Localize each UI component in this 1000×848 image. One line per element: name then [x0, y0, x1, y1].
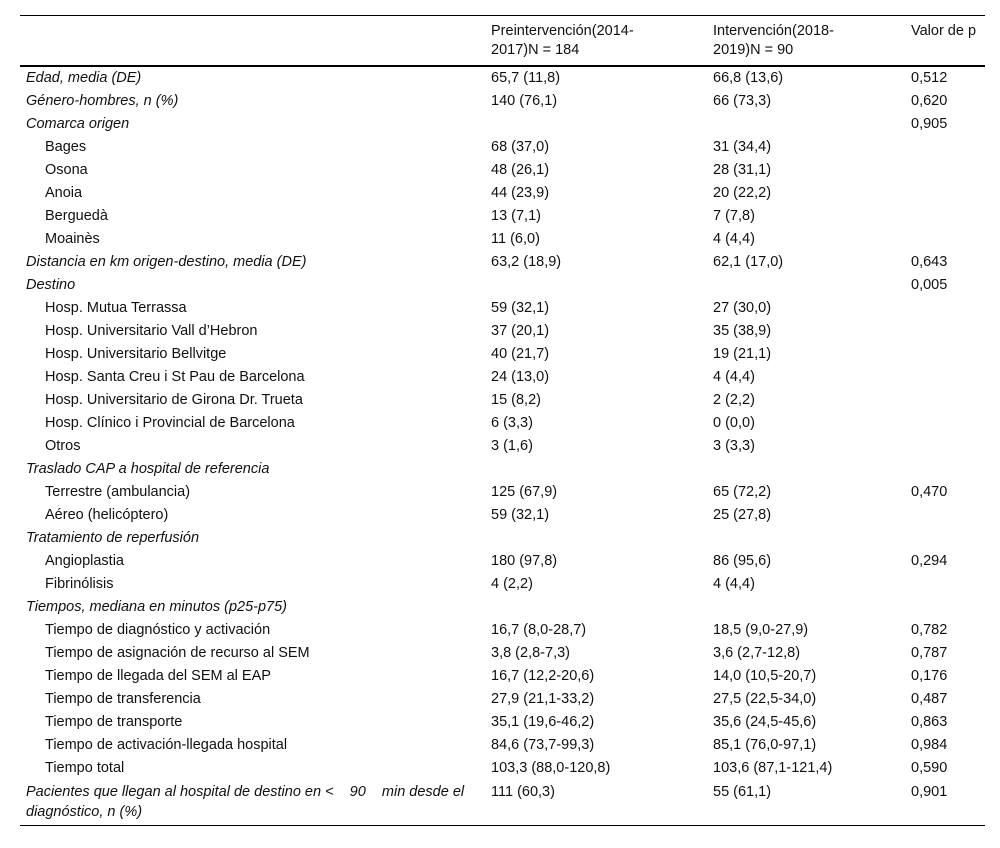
cell-p: 0,470: [911, 484, 948, 500]
table-row: [20, 780, 985, 826]
row-label: Aéreo (helicóptero): [45, 507, 169, 523]
row-label: Distancia en km origen-destino, media (DE): [26, 254, 307, 270]
row-label: Tratamiento de reperfusión: [26, 530, 200, 546]
cell-p: [905, 136, 985, 159]
row-label: Bages: [45, 139, 87, 155]
cell-int: 31 (34,4): [713, 139, 772, 155]
row-label: Edad, media (DE): [26, 70, 142, 86]
cell-int: 3,6 (2,7-12,8): [713, 645, 801, 661]
cell-pre: [485, 596, 707, 619]
table-row: [20, 734, 985, 757]
table-row: [20, 504, 985, 527]
cell-int: 0 (0,0): [713, 415, 755, 431]
cell-int: 103,6 (87,1-121,4): [713, 760, 833, 776]
cell-p: 0,620: [911, 93, 948, 109]
row-label: Tiempo de asignación de recurso al SEM: [45, 645, 310, 661]
cell-pre: 6 (3,3): [491, 415, 533, 431]
cell-int: [707, 274, 905, 297]
cell-int: 85,1 (76,0-97,1): [713, 737, 817, 753]
table-row: [20, 113, 985, 136]
cell-pre: 59 (32,1): [491, 300, 550, 316]
cell-pre: 37 (20,1): [491, 323, 550, 339]
cell-p: [905, 182, 985, 205]
row-label: Tiempo de llegada del SEM al EAP: [45, 668, 271, 684]
row-label: Pacientes que llegan al hospital de destino en < 90 min desde el diagnóstico, n (%): [20, 780, 485, 826]
table-row: [20, 297, 985, 320]
cell-int: 3 (3,3): [713, 438, 755, 454]
cell-pre: 16,7 (12,2-20,6): [491, 668, 595, 684]
table-row: [20, 711, 985, 734]
row-label: Berguedà: [45, 208, 108, 224]
cell-int: 2 (2,2): [713, 392, 755, 408]
cell-int: 27,5 (22,5-34,0): [713, 691, 817, 707]
table-row: [20, 136, 985, 159]
row-label: Hosp. Universitario Bellvitge: [45, 346, 227, 362]
row-label: Tiempo de transferencia: [45, 691, 201, 707]
cell-int: [707, 458, 905, 481]
cell-pre: 3 (1,6): [491, 438, 533, 454]
cell-p: 0,005: [911, 277, 948, 293]
table-row: [20, 343, 985, 366]
table-row: [20, 389, 985, 412]
table-row: [20, 550, 985, 573]
cell-pre: 11 (6,0): [491, 231, 540, 247]
cell-p: [905, 527, 985, 550]
row-label: Hosp. Santa Creu i St Pau de Barcelona: [45, 369, 305, 385]
row-label: Otros: [45, 438, 81, 454]
row-label: Hosp. Clínico i Provincial de Barcelona: [45, 415, 295, 431]
cell-p: 0,984: [911, 737, 948, 753]
table-row: [20, 619, 985, 642]
cell-pre: 59 (32,1): [491, 507, 550, 523]
table-row: [20, 596, 985, 619]
cell-int: 7 (7,8): [713, 208, 755, 224]
cell-p: 0,512: [911, 70, 948, 86]
cell-int: 35 (38,9): [713, 323, 772, 339]
table-row: [20, 481, 985, 504]
results-table: [20, 15, 985, 826]
cell-int: 18,5 (9,0-27,9): [713, 622, 809, 638]
cell-pre: 16,7 (8,0-28,7): [491, 622, 587, 638]
cell-p: [905, 596, 985, 619]
cell-pre: 125 (67,9): [491, 484, 558, 500]
cell-pre: 68 (37,0): [491, 139, 550, 155]
cell-p: [905, 412, 985, 435]
cell-pre: 35,1 (19,6-46,2): [491, 714, 595, 730]
header-p-value: Valor de p: [905, 16, 985, 67]
cell-int: 65 (72,2): [713, 484, 772, 500]
cell-int: 66,8 (13,6): [713, 70, 784, 86]
cell-pre: 180 (97,8): [491, 553, 558, 569]
cell-p: [905, 297, 985, 320]
table-row: [20, 573, 985, 596]
row-label: Tiempo de activación-llegada hospital: [45, 737, 288, 753]
table-row: [20, 435, 985, 458]
table-row: [20, 182, 985, 205]
cell-p: [905, 573, 985, 596]
cell-p: [905, 320, 985, 343]
cell-p: [905, 205, 985, 228]
cell-pre: [485, 458, 707, 481]
cell-p: 0,863: [911, 714, 948, 730]
cell-int: 20 (22,2): [713, 185, 772, 201]
row-label: Terrestre (ambulancia): [45, 484, 191, 500]
cell-p: [905, 366, 985, 389]
cell-pre: 65,7 (11,8): [491, 70, 561, 86]
cell-p: [905, 458, 985, 481]
cell-p: [905, 504, 985, 527]
table-row: [20, 205, 985, 228]
table-row: [20, 251, 985, 274]
table-row: [20, 665, 985, 688]
cell-int: [707, 113, 905, 136]
table-row: [20, 228, 985, 251]
cell-int: 28 (31,1): [713, 162, 772, 178]
cell-pre: 63,2 (18,9): [491, 254, 562, 270]
cell-int: 62,1 (17,0): [713, 254, 784, 270]
cell-pre: 111 (60,3): [485, 780, 707, 826]
table-row: [20, 458, 985, 481]
cell-p: [905, 435, 985, 458]
table-row: [20, 527, 985, 550]
cell-int: [707, 596, 905, 619]
cell-pre: [485, 113, 707, 136]
table-row: [20, 66, 985, 90]
cell-p: 0,294: [911, 553, 948, 569]
row-label: Tiempo de diagnóstico y activación: [45, 622, 271, 638]
cell-p: [905, 389, 985, 412]
row-label: Traslado CAP a hospital de referencia: [26, 461, 270, 477]
cell-pre: 4 (2,2): [491, 576, 533, 592]
row-label: Osona: [45, 162, 88, 178]
row-label: Hosp. Mutua Terrassa: [45, 300, 187, 316]
cell-pre: 3,8 (2,8-7,3): [491, 645, 570, 661]
table-row: [20, 159, 985, 182]
cell-int: 4 (4,4): [713, 231, 755, 247]
cell-p: 0,487: [911, 691, 948, 707]
cell-p: 0,176: [911, 668, 948, 684]
cell-pre: 40 (21,7): [491, 346, 550, 362]
cell-pre: 24 (13,0): [491, 369, 550, 385]
cell-pre: 27,9 (21,1-33,2): [491, 691, 595, 707]
cell-int: 4 (4,4): [713, 369, 755, 385]
cell-pre: 48 (26,1): [491, 162, 550, 178]
table-row: [20, 412, 985, 435]
cell-int: 35,6 (24,5-45,6): [713, 714, 817, 730]
cell-pre: 15 (8,2): [491, 392, 541, 408]
row-label: Comarca origen: [26, 116, 130, 132]
row-label: Fibrinólisis: [45, 576, 114, 592]
table-header-row: [20, 16, 985, 67]
cell-int: 66 (73,3): [713, 93, 772, 109]
cell-p: 0,905: [911, 116, 948, 132]
header-variable: [20, 16, 485, 67]
cell-int: 4 (4,4): [713, 576, 755, 592]
table-row: [20, 90, 985, 113]
table-row: [20, 274, 985, 297]
table-row: [20, 757, 985, 780]
cell-p: [905, 159, 985, 182]
cell-pre: 44 (23,9): [491, 185, 550, 201]
row-label: Moainès: [45, 231, 100, 247]
cell-p: 0,901: [905, 780, 985, 826]
table-row: [20, 366, 985, 389]
row-label: Tiempos, mediana en minutos (p25-p75): [26, 599, 288, 615]
cell-p: [905, 228, 985, 251]
header-intervencion: Intervención(2018-2019)N = 90: [707, 16, 905, 67]
header-preintervencion: Preintervención(2014-2017)N = 184: [485, 16, 707, 67]
row-label: Tiempo total: [45, 760, 125, 776]
cell-pre: 140 (76,1): [491, 93, 558, 109]
table-row: [20, 688, 985, 711]
cell-p: 0,787: [911, 645, 948, 661]
cell-pre: 84,6 (73,7-99,3): [491, 737, 595, 753]
row-label: Hosp. Universitario de Girona Dr. Trueta: [45, 392, 303, 408]
cell-pre: [485, 527, 707, 550]
row-label: Hosp. Universitario Vall d’Hebron: [45, 323, 258, 339]
table-row: [20, 320, 985, 343]
cell-int: 86 (95,6): [713, 553, 772, 569]
table-row: [20, 642, 985, 665]
cell-pre: 103,3 (88,0-120,8): [491, 760, 611, 776]
row-label: Tiempo de transporte: [45, 714, 183, 730]
row-label: Angioplastia: [45, 553, 124, 569]
cell-int: 55 (61,1): [707, 780, 905, 826]
cell-p: 0,782: [911, 622, 948, 638]
cell-p: [905, 343, 985, 366]
cell-p: 0,643: [911, 254, 948, 270]
row-label: Destino: [26, 277, 76, 293]
cell-int: 14,0 (10,5-20,7): [713, 668, 817, 684]
row-label: Género-hombres, n (%): [26, 93, 179, 109]
cell-int: [707, 527, 905, 550]
row-label: Anoia: [45, 185, 83, 201]
cell-pre: [485, 274, 707, 297]
cell-int: 27 (30,0): [713, 300, 772, 316]
cell-pre: 13 (7,1): [491, 208, 541, 224]
cell-p: 0,590: [911, 760, 948, 776]
cell-int: 25 (27,8): [713, 507, 772, 523]
cell-int: 19 (21,1): [713, 346, 772, 362]
